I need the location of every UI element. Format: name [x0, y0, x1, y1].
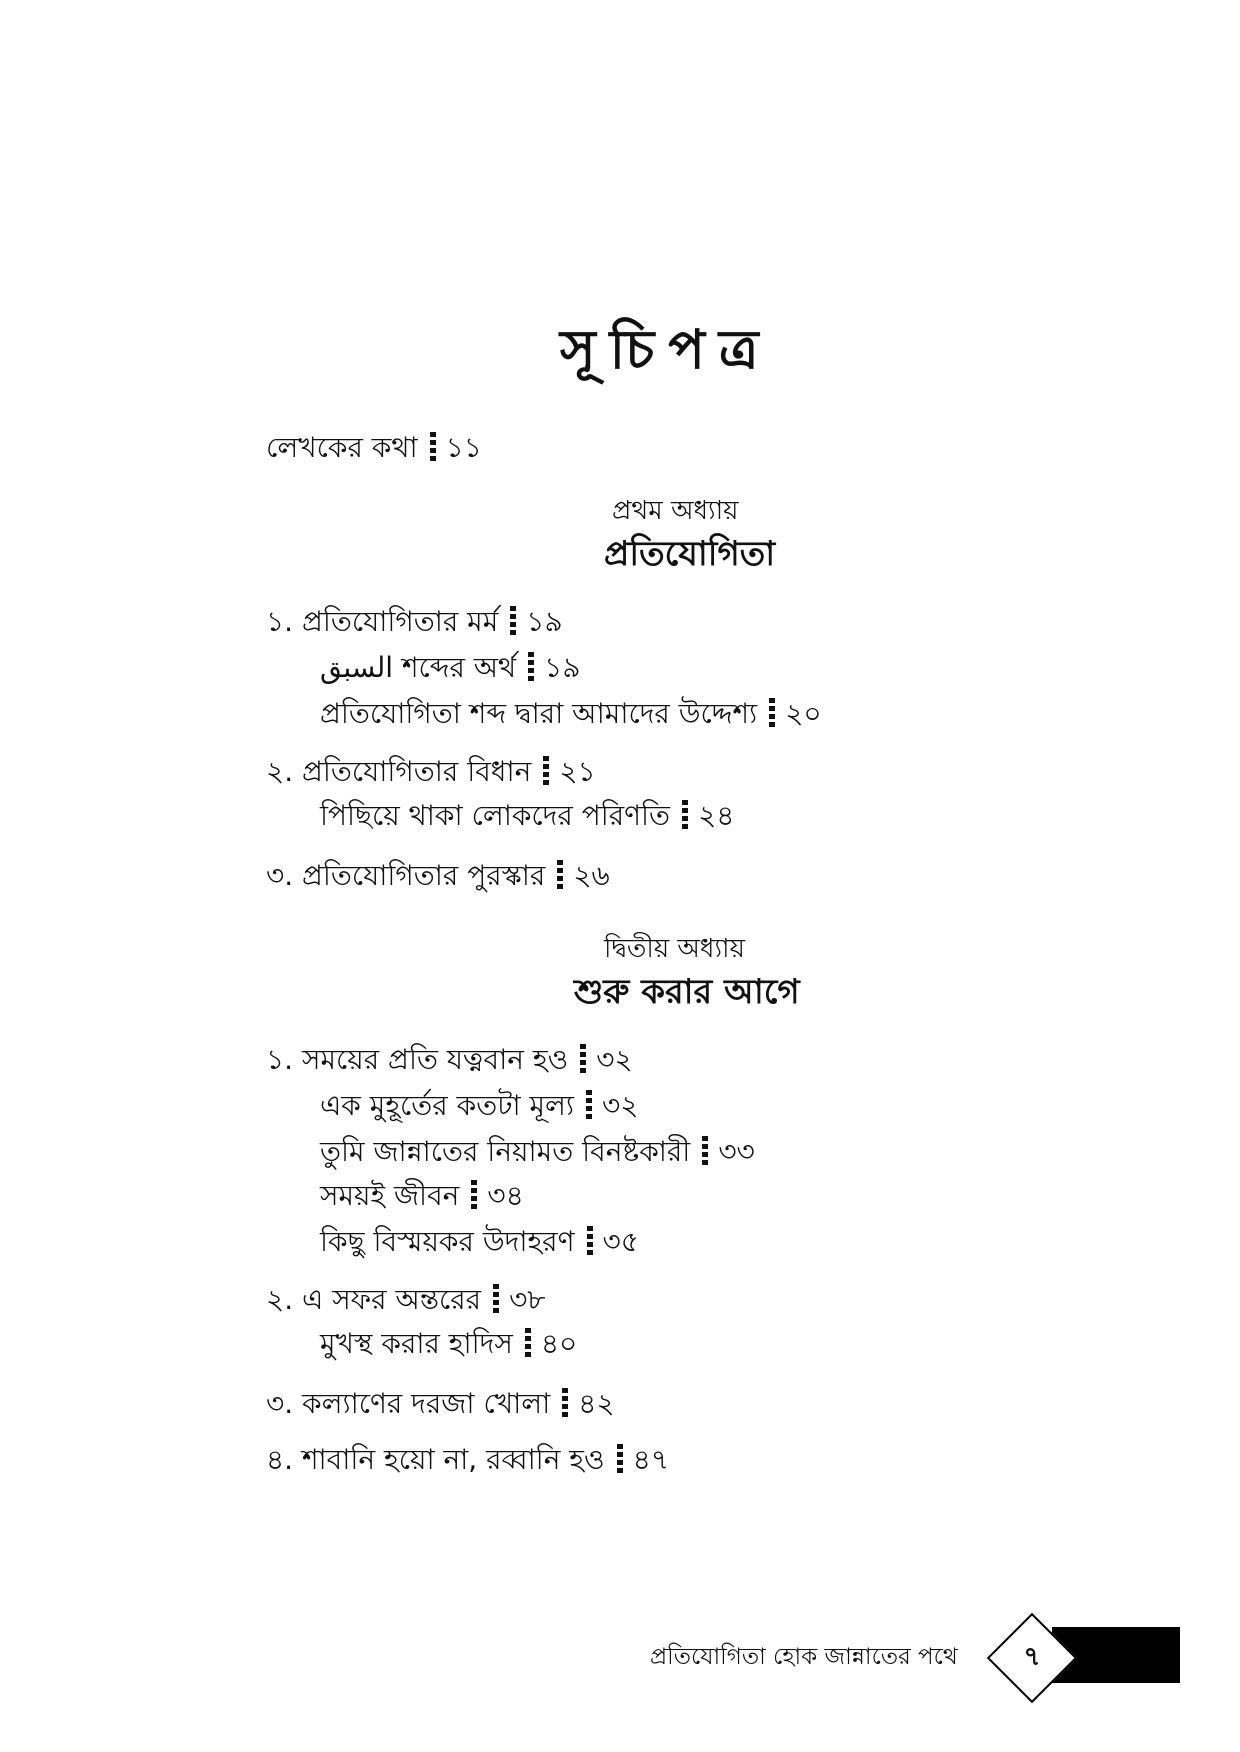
toc-entry-page: ২০: [785, 697, 822, 730]
toc-entry[interactable]: [320, 648, 581, 688]
toc-entry-page: ৩৩: [718, 1135, 755, 1168]
toc-entry[interactable]: [266, 1280, 545, 1320]
toc-entry[interactable]: [266, 752, 596, 792]
toc-entry[interactable]: [266, 856, 610, 896]
dotted-separator-icon: [682, 800, 688, 830]
toc-entry-label: এক মুহূর্তের কতটা মূল্য: [320, 1089, 575, 1122]
toc-entry[interactable]: [266, 602, 563, 642]
toc-entry-page: ৩৪: [487, 1179, 524, 1212]
toc-entry[interactable]: [266, 1040, 633, 1080]
footer-book-title: প্রতিযোগিতা হোক জান্নাতের পথে: [650, 1644, 958, 1670]
toc-entry[interactable]: [320, 1222, 639, 1262]
toc-entry-label: ২. প্রতিযোগিতার বিধান: [266, 755, 532, 788]
toc-entry-label: ৩. প্রতিযোগিতার পুরস্কার: [266, 859, 546, 892]
dotted-separator-icon: [580, 1044, 586, 1074]
dotted-separator-icon: [702, 1136, 708, 1166]
toc-entry-label: মুখস্থ করার হাদিস: [320, 1327, 513, 1360]
toc-entry-page: ১৯: [544, 651, 581, 684]
toc-entry[interactable]: [266, 1440, 669, 1480]
toc-entry-page: ৩৫: [602, 1225, 639, 1258]
chapter-1-heading: প্রথম অধ্যায়: [612, 496, 739, 526]
toc-entry-page: ৩২: [602, 1089, 639, 1122]
toc-entry[interactable]: [320, 1176, 524, 1216]
toc-entry-label: পিছিয়ে থাকা লোকদের পরিণতি: [320, 799, 671, 832]
toc-entry[interactable]: [320, 694, 822, 734]
toc-entry-label: ১. প্রতিযোগিতার মর্ম: [266, 605, 499, 638]
toc-entry-label: ২. এ সফর অন্তরের: [266, 1283, 482, 1316]
toc-entry-label: লেখকের কথা: [266, 431, 418, 464]
footer-page-number: ৭: [1023, 1642, 1041, 1672]
dotted-separator-icon: [617, 1444, 623, 1474]
toc-entry-label: ৪. শাবানি হয়ো না, রব্বানি হও: [266, 1443, 605, 1476]
dotted-separator-icon: [587, 1226, 593, 1256]
toc-entry-label: সময়ই জীবন: [320, 1179, 460, 1212]
dotted-separator-icon: [471, 1180, 477, 1210]
dotted-separator-icon: [769, 698, 775, 728]
page-title: সূচিপত্র: [560, 318, 773, 381]
toc-entry-page: ৪০: [540, 1327, 578, 1360]
dotted-separator-icon: [557, 860, 563, 890]
toc-entry-page: ৩২: [596, 1043, 633, 1076]
toc-entry[interactable]: [320, 1086, 638, 1126]
toc-entry[interactable]: [320, 1324, 577, 1364]
dotted-separator-icon: [562, 1388, 568, 1418]
dotted-separator-icon: [510, 606, 516, 636]
toc-entry-page: ২৪: [698, 799, 735, 832]
chapter-1-title: প্রতিযোগিতা: [604, 534, 776, 574]
chapter-2-title: শুরু করার আগে: [574, 972, 800, 1012]
dotted-separator-icon: [543, 756, 549, 786]
toc-entry-label: তুমি জান্নাতের নিয়ামত বিনষ্টকারী: [320, 1135, 691, 1168]
chapter-2-heading: দ্বিতীয় অধ্যায়: [604, 934, 745, 964]
dotted-separator-icon: [525, 1328, 531, 1358]
toc-entry[interactable]: [320, 796, 734, 836]
dotted-separator-icon: [528, 652, 534, 682]
toc-entry-label: ১. সময়ের প্রতি যত্নবান হও: [266, 1043, 569, 1076]
toc-entry-label: ৩. কল্যাণের দরজা খোলা: [266, 1387, 551, 1420]
toc-entry-label: কিছু বিস্ময়কর উদাহরণ: [320, 1225, 575, 1258]
toc-entry-label: প্রতিযোগিতা শব্দ দ্বারা আমাদের উদ্দেশ্য: [320, 697, 758, 730]
toc-entry[interactable]: [266, 1384, 615, 1424]
toc-entry-intro[interactable]: [266, 428, 482, 468]
toc-entry-label: السبق শব্দের অর্থ: [320, 651, 517, 684]
toc-entry-page: ২৬: [573, 859, 610, 892]
toc-entry-page: ২১: [559, 755, 596, 788]
toc-entry-page: ১৯: [526, 605, 563, 638]
toc-entry-page: ৩৮: [509, 1283, 546, 1316]
toc-entry-page: ৪২: [578, 1387, 615, 1420]
dotted-separator-icon: [586, 1090, 592, 1120]
dotted-separator-icon: [493, 1284, 499, 1314]
toc-entry-page: ১১: [445, 431, 482, 464]
dotted-separator-icon: [430, 432, 436, 462]
toc-entry[interactable]: [320, 1132, 755, 1172]
toc-entry-page: ৪৭: [632, 1443, 669, 1476]
